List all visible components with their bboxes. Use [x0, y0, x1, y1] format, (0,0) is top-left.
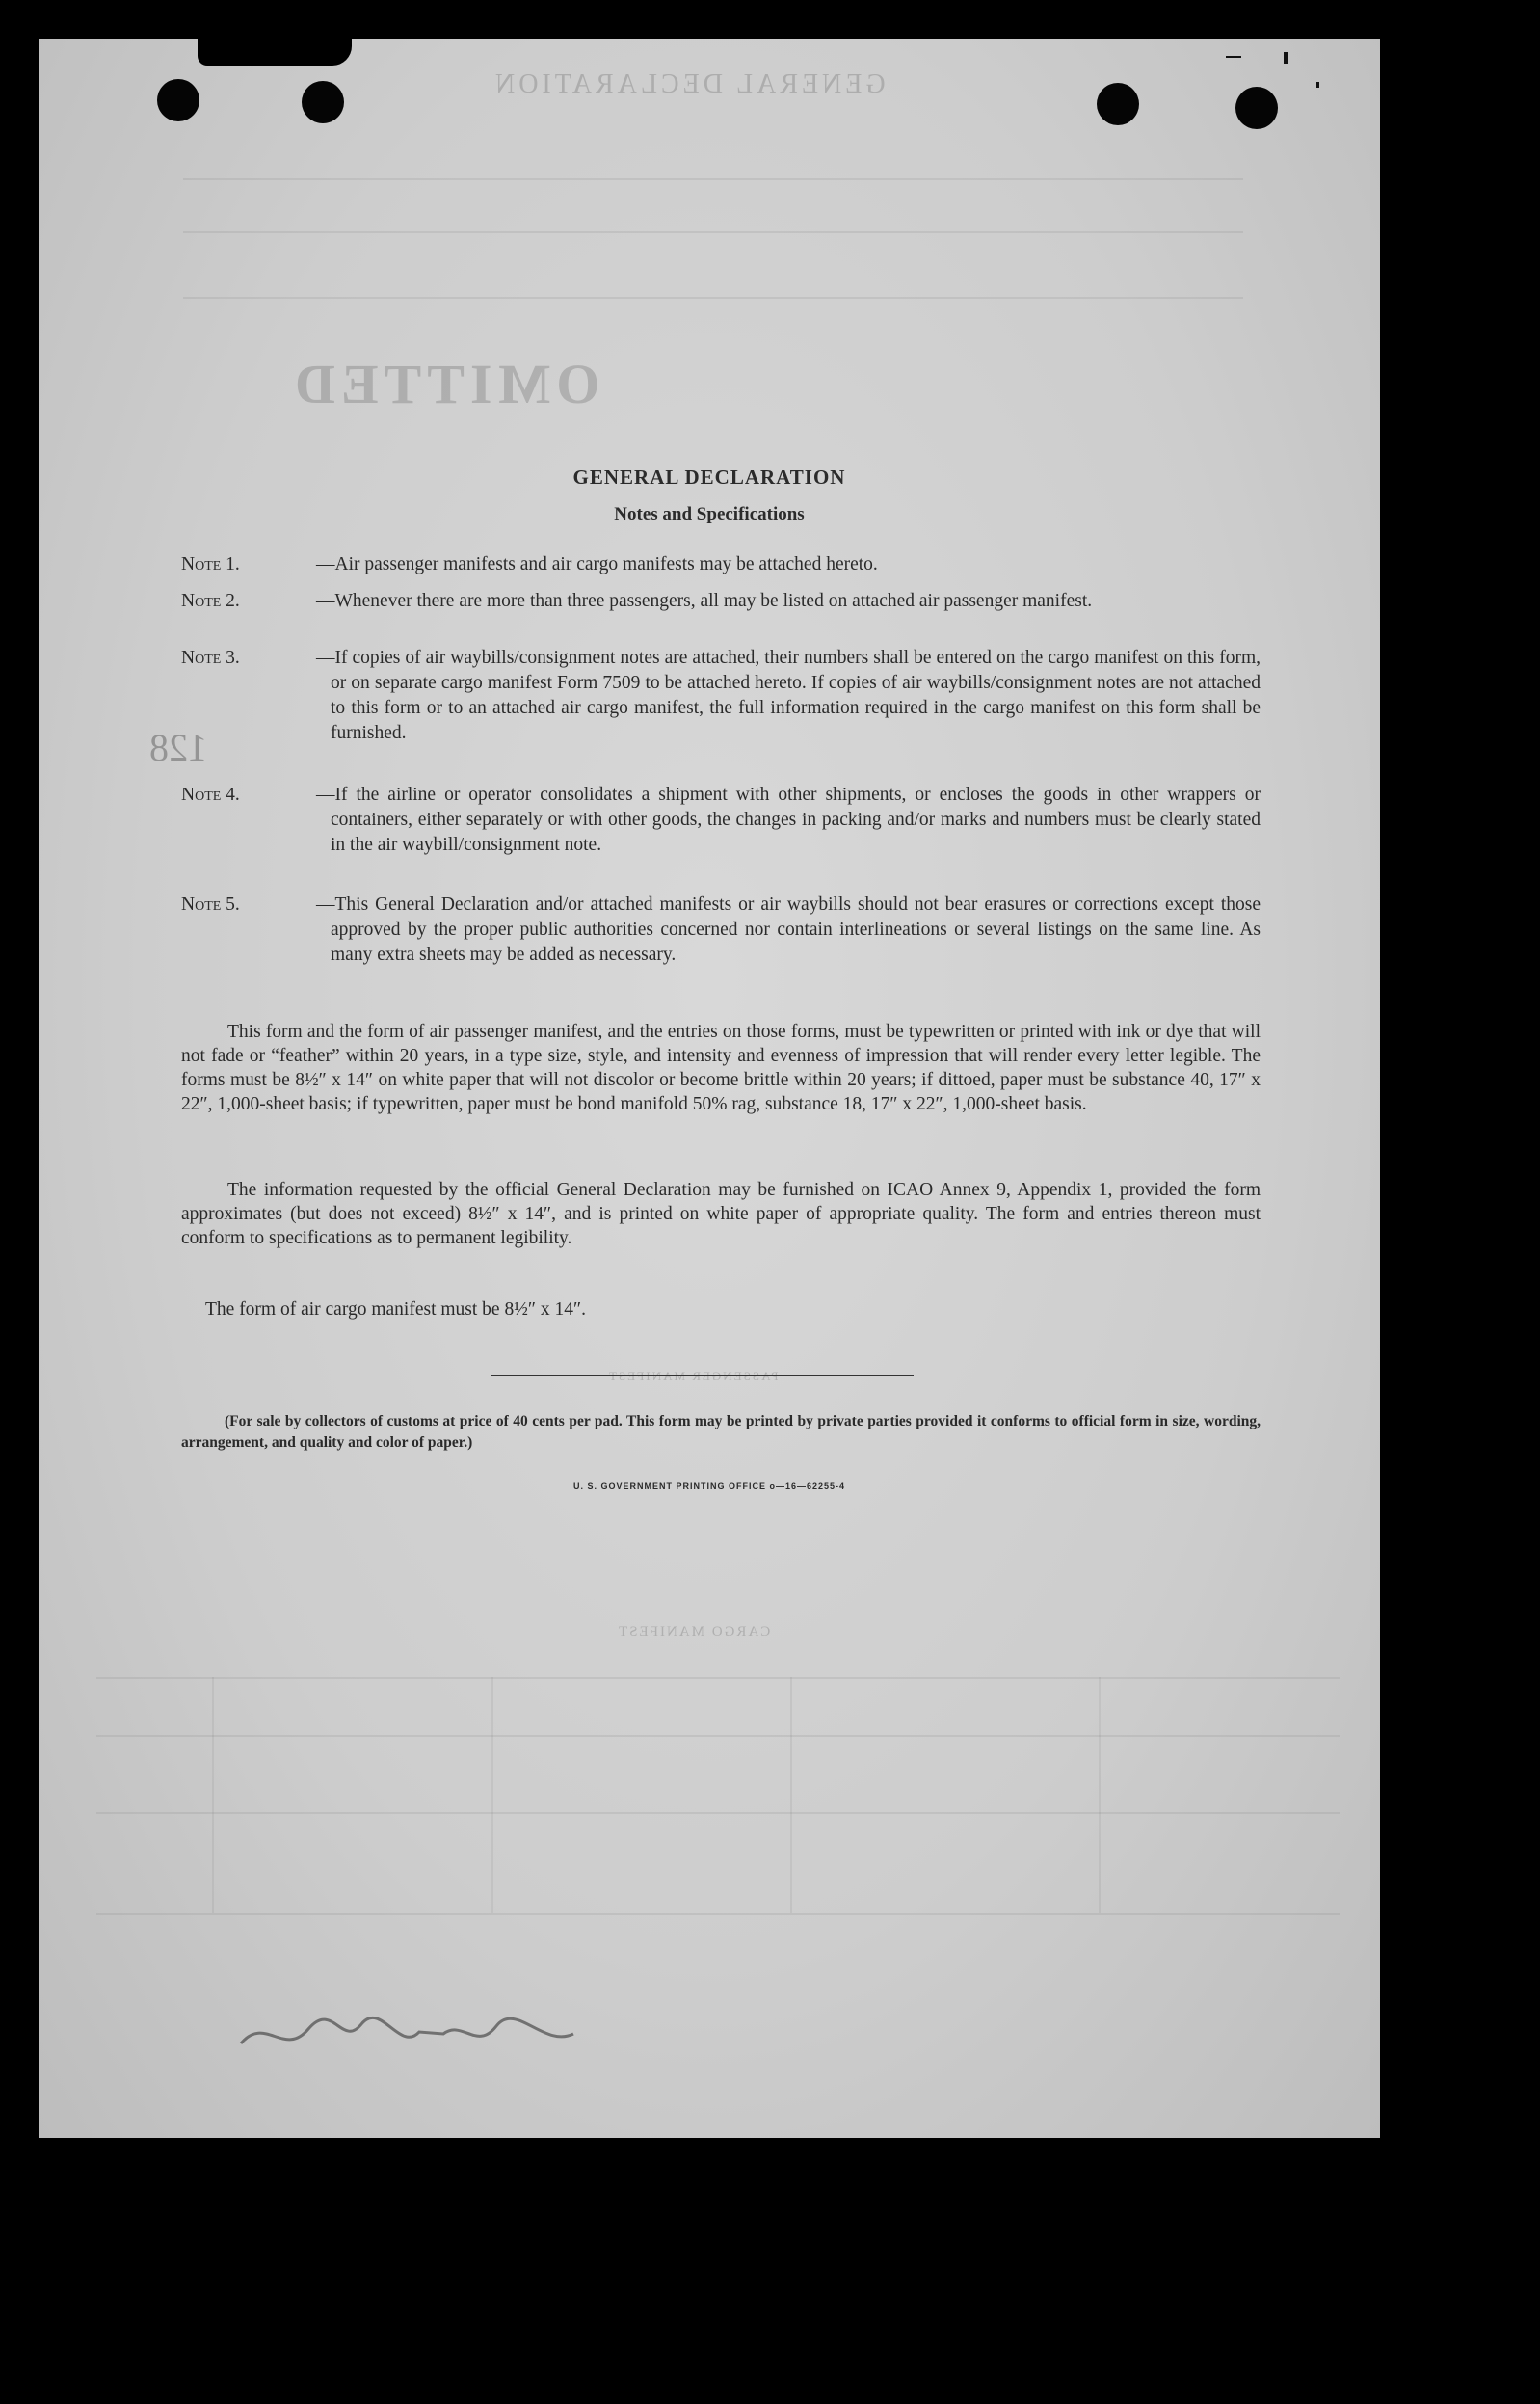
- punch-hole-2: [302, 81, 344, 123]
- ghost-stamp: OMITTED: [289, 353, 600, 415]
- document-page: [39, 39, 1380, 2138]
- ghost-column: [790, 1677, 792, 1913]
- note-text: —Whenever there are more than three passengers, all may be listed on attached air passenger manifest.: [316, 591, 1093, 611]
- sale-notice: (For sale by collectors of customs at price of 40 cents per pad. This form may be printed by private parties provided it conforms to official form in size, wording, arrangement, and quality and color of paper.): [181, 1413, 1261, 1451]
- note-4: [181, 783, 1261, 883]
- note-label: Note 5.: [181, 895, 240, 915]
- ghost-column: [212, 1677, 214, 1913]
- ghost-header: GENERAL DECLARATION: [491, 69, 886, 99]
- note-text: —If copies of air waybills/consignment notes are attached, their numbers shall be entered on the cargo manifest on this form, or on separate cargo manifest Form 7509 to be attached hereto. If copies of air waybills/consignment notes are not attached to this form or to an attached air cargo manifest, the full information required in the cargo manifest on this form shall be furnished.: [316, 648, 1261, 743]
- note-label: Note 2.: [181, 591, 240, 611]
- ghost-rule: [96, 1913, 1340, 1915]
- ghost-column: [1099, 1677, 1101, 1913]
- note-text: —Air passenger manifests and air cargo manifests may be attached hereto.: [316, 554, 878, 574]
- ghost-rule: [183, 297, 1243, 299]
- divider-rule: [491, 1375, 914, 1376]
- scan-speck: [1316, 82, 1319, 88]
- note-2: [181, 589, 1261, 639]
- punch-hole-1: [157, 79, 199, 121]
- stamp-number: 128: [149, 726, 207, 769]
- punch-hole-3: [1097, 83, 1139, 125]
- ghost-passenger: [607, 1369, 778, 1384]
- ghost-column: [491, 1677, 493, 1913]
- scan-corner-tab: [198, 39, 352, 66]
- paragraph-cargo-size: The form of air cargo manifest must be 8½″ x 14″.: [205, 1299, 586, 1320]
- page-title: GENERAL DECLARATION: [572, 466, 846, 489]
- printer-line: U. S. GOVERNMENT PRINTING OFFICE o—16—62255-4: [572, 1482, 846, 1491]
- ghost-rule: [96, 1677, 1340, 1679]
- signature-bleed: [236, 2005, 583, 2063]
- paragraph-form-specs: This form and the form of air passenger manifest, and the entries on those forms, must be typewritten or printed with ink or dye that will not fade or “feather” within 20 years, in a type size, style, and intensity and evenness of impression that will render every letter legible. The forms must be 8½″ x 14″ on white paper that will not discolor or become brittle within 20 years; if dittoed, paper must be substance 40, 17″ x 22″, 1,000-sheet basis; if typewritten, paper must be bond manifold 50% rag, substance 18, 17″ x 22″, 1,000-sheet basis.: [181, 1022, 1261, 1114]
- ghost-rule: [183, 231, 1243, 233]
- note-label: Note 4.: [181, 785, 240, 805]
- punch-hole-4: [1235, 87, 1278, 129]
- ghost-rule: [96, 1735, 1340, 1737]
- note-5: [181, 893, 1261, 993]
- note-text: —This General Declaration and/or attached manifests or air waybills should not bear erasures or corrections except those approved by the proper public authorities concerned nor contain interlineations or several listings on the same line. As many extra sheets may be added as necessary.: [316, 895, 1261, 965]
- note-3: [181, 646, 1261, 771]
- scan-speck: [1226, 56, 1241, 58]
- ghost-rule: [183, 178, 1243, 180]
- scan-speck: [1284, 52, 1288, 64]
- ghost-rule: [96, 1812, 1340, 1814]
- note-1: [181, 552, 1261, 577]
- note-label: Note 3.: [181, 648, 240, 668]
- page-subtitle: Notes and Specifications: [614, 504, 805, 524]
- note-label: Note 1.: [181, 554, 240, 574]
- note-text: —If the airline or operator consolidates a shipment with other shipments, or encloses the goods in other wrappers or containers, either separately or with other goods, the changes in packing and/or marks and numbers must be clearly stated in the air waybill/consignment note.: [316, 785, 1261, 855]
- paragraph-icao: The information requested by the official General Declaration may be furnished on ICAO Annex 9, Appendix 1, provided the form approximates (but does not exceed) 8½″ x 14″, and is printed on white paper of appropriate quality. The form and entries thereon must conform to specifications as to permanent legibility.: [181, 1180, 1261, 1248]
- ghost-cargo: CARGO MANIFEST: [617, 1624, 771, 1640]
